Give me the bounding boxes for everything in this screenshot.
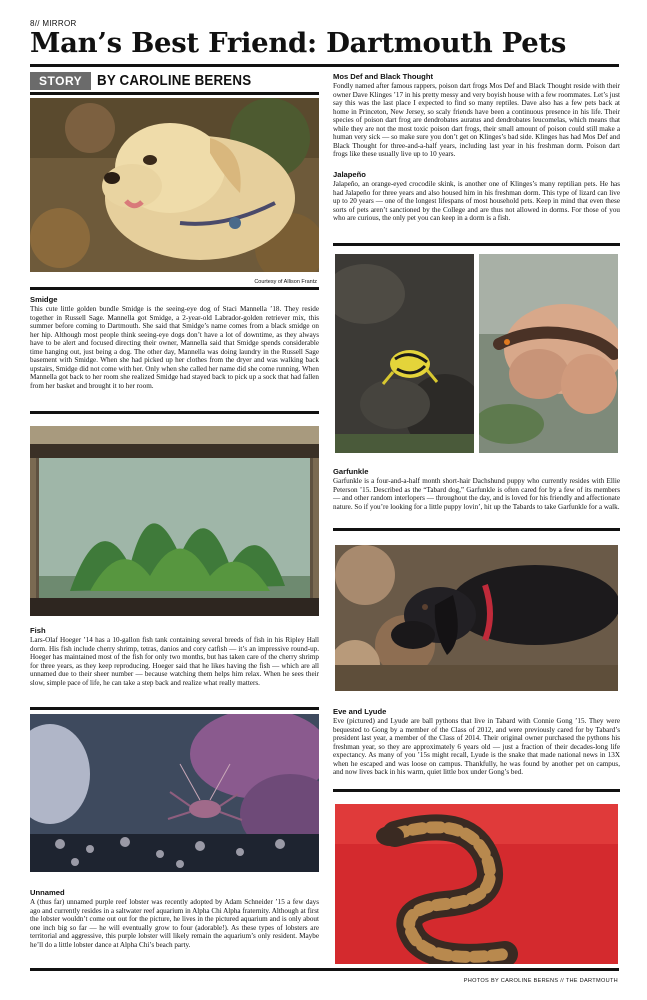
dachshund-illustration (335, 545, 618, 691)
mosdef-title: Mos Def and Black Thought (333, 72, 433, 81)
fish-title: Fish (30, 626, 46, 635)
smidge-body: This cute little golden bundle Smidge is the seeing-eye dog of Staci Mannella ’18. They reside together in Russell Sage. Mannella got Smidge, a 2-year-old Labrador-golden retriever mix, this summer before coming to Dartmouth. She said that Smidge’s name comes from a black smidge on her hip. Although most people think seeing-eye dogs don’t have a lot of downtime, as they always have to be alert and focused directing their owner, Mannella said that Smidge spends considerable time hanging out, just being a dog. The other day, Mannella was doing laundry in the Russell Sage basement with Smidge. When she had picked up her clothes from the dryer and was walking back upstairs, Smidge did not come with her. Only when she called her name did she come running. When Mannella got back to her room she realized Smidge had stayed back to pick up a sock that had fallen from her basket and brought it to her room. (30, 305, 319, 390)
fish-tank-photo (30, 426, 319, 616)
garfunkle-rule (333, 528, 620, 531)
garfunkle-title: Garfunkle (333, 467, 369, 476)
unnamed-article (30, 888, 319, 949)
mosdef-article (333, 72, 620, 159)
photo-footer-credit: PHOTOS BY CAROLINE BERENS // THE DARTMOUTH (463, 978, 618, 984)
fish-article (30, 626, 319, 687)
author-name: BY CAROLINE BERENS (97, 73, 252, 89)
fish-body: Lars-Olaf Hoeger ’14 has a 10-gallon fish tank containing several breeds of fish in his Ripley Hall dorm. His fish include cherry shrimp, tetras, danios and cory catfish — it’s an impressive round-up. Hoeger has maintained most of the fish for only two months, but has taken care of the cherry shrimp for three years, as they keep reproducing. Hoeger said that he likes having the fish — which are all unnamed due to their sheer number — because watching them helps him relax. When he sees their slow, simple pace of life, he can take a step back and realize what really matters. (30, 636, 319, 687)
jalapeno-title: Jalapeño (333, 170, 366, 179)
headline-rule (30, 64, 619, 67)
mosdef-body: Fondly named after famous rappers, poison dart frogs Mos Def and Black Thought reside with their owner Dave Klinges ’17 in his pretty messy and very boyish house with a few roommates. Let’s just say this was the last place I expected to find so many reptiles. Dave also has a few pets back at home in Princeton, New Jersey, so scaly friends have been a continuous presence in his life. Their species of poison dart frog are dendrobates auratus and dendrobates leucomelas, which means that while they are not the most toxic poison dart frogs, their small amount of poison could still make a human very sick — so make sure you don’t get on Klinges’s bad side. Klinges has had Mos Def and Black Thought for three-and-a-half years, including last year in his freshman dorm. Poison dart frogs like these usually live up to 10 years. (333, 82, 620, 158)
jalapeno-article (333, 170, 620, 223)
jalapeno-rule (333, 243, 620, 246)
dachshund-photo (335, 545, 618, 691)
garfunkle-body: Garfunkle is a four-and-a-half month short-hair Dachshund puppy who currently resides with Ellie Peterson ’15. Described as the “Tabard dog,” Garfunkle is often cared for by a few of its members — and other random interlopers — throughout the day, and is loved for his friendly and affectionate nature. So if you’re looking for a little puppy lovin’, hit up the Tabards to take Garfunkle for a walk. (333, 477, 620, 511)
fish-tank-illustration (30, 426, 319, 616)
lobster-aquarium-photo (30, 714, 319, 872)
unnamed-title: Unnamed (30, 888, 65, 897)
ball-python-photo (335, 804, 618, 964)
python-top-rule (333, 789, 620, 792)
eveandlyude-title: Eve and Lyude (333, 707, 387, 716)
photo-credit: Courtesy of Allison Frantz (254, 279, 317, 285)
eveandlyude-article (333, 707, 620, 777)
fish-top-rule (30, 411, 319, 414)
byline (30, 71, 265, 91)
smidge-dog-photo (30, 98, 319, 272)
story-tag: STORY (30, 72, 91, 90)
unnamed-top-rule (30, 707, 319, 710)
dog-photo-illustration (30, 98, 319, 272)
python-illustration (335, 804, 618, 964)
headline: Man’s Best Friend: Dartmouth Pets (30, 27, 567, 59)
skink-illustration (479, 254, 618, 453)
garfunkle-article (333, 467, 620, 511)
smidge-rule (30, 287, 319, 290)
smidge-article (30, 295, 319, 390)
page-section-label: 8// MIRROR (30, 19, 77, 28)
skink-photo (479, 254, 618, 453)
poison-dart-frog-photo (335, 254, 474, 453)
eveandlyude-body: Eve (pictured) and Lyude are ball pythons that live in Tabard with Connie Gong ’15. They were bequested to Gong by a member of the Class of 2012, and were previously cared for by Tabard’s president last year, a member of the Class of 2014. Their original owner purchased the pythons his freshman year, so they are approximately 6 years old — just a fraction of their decades-long life expectancy. As many of you ’15s might recall, Lyude is the snake that made national news in 13X when he escaped and was loose on campus. Thankfully, he was found by another pet on campus, and now lives back in his warm, quiet little box under Gong’s bed. (333, 717, 620, 776)
unnamed-body: A (thus far) unnamed purple reef lobster was recently adopted by Adam Schneider ’15 a few days ago and currently resides in a saltwater reef aquarium in Alpha Chi Alpha fraternity. Although at first the lobster wouldn’t come out out for the picture, he lives in the pictured aquarium and is only about one inch big so far — he will eventually grow to four (adorable!). As these types of lobsters are territorial and aggressive, this purple lobster will likely remain the aquarium’s only resident. Maybe he’ll do a little lobster dance at Alpha Chi’s beach party. (30, 898, 319, 949)
lobster-illustration (30, 714, 319, 872)
footer-rule (30, 968, 619, 971)
jalapeno-body: Jalapeño, an orange-eyed crocodile skink, is another one of Klinges’s many reptilian pets. He has had Jalapeño for three years and also housed him in his freshman dorm. This type of lizard can live up to 20 years — one of the longest lifespans of most household pets. Keep in mind that even these sorts of pets aren’t sanctioned by the College and are thus not allowed in dorms. For those of you who are curious, the only pet you can keep in a dorm is a fish. (333, 180, 620, 222)
smidge-title: Smidge (30, 295, 58, 304)
frog-illustration (335, 254, 474, 453)
byline-rule (30, 92, 319, 95)
